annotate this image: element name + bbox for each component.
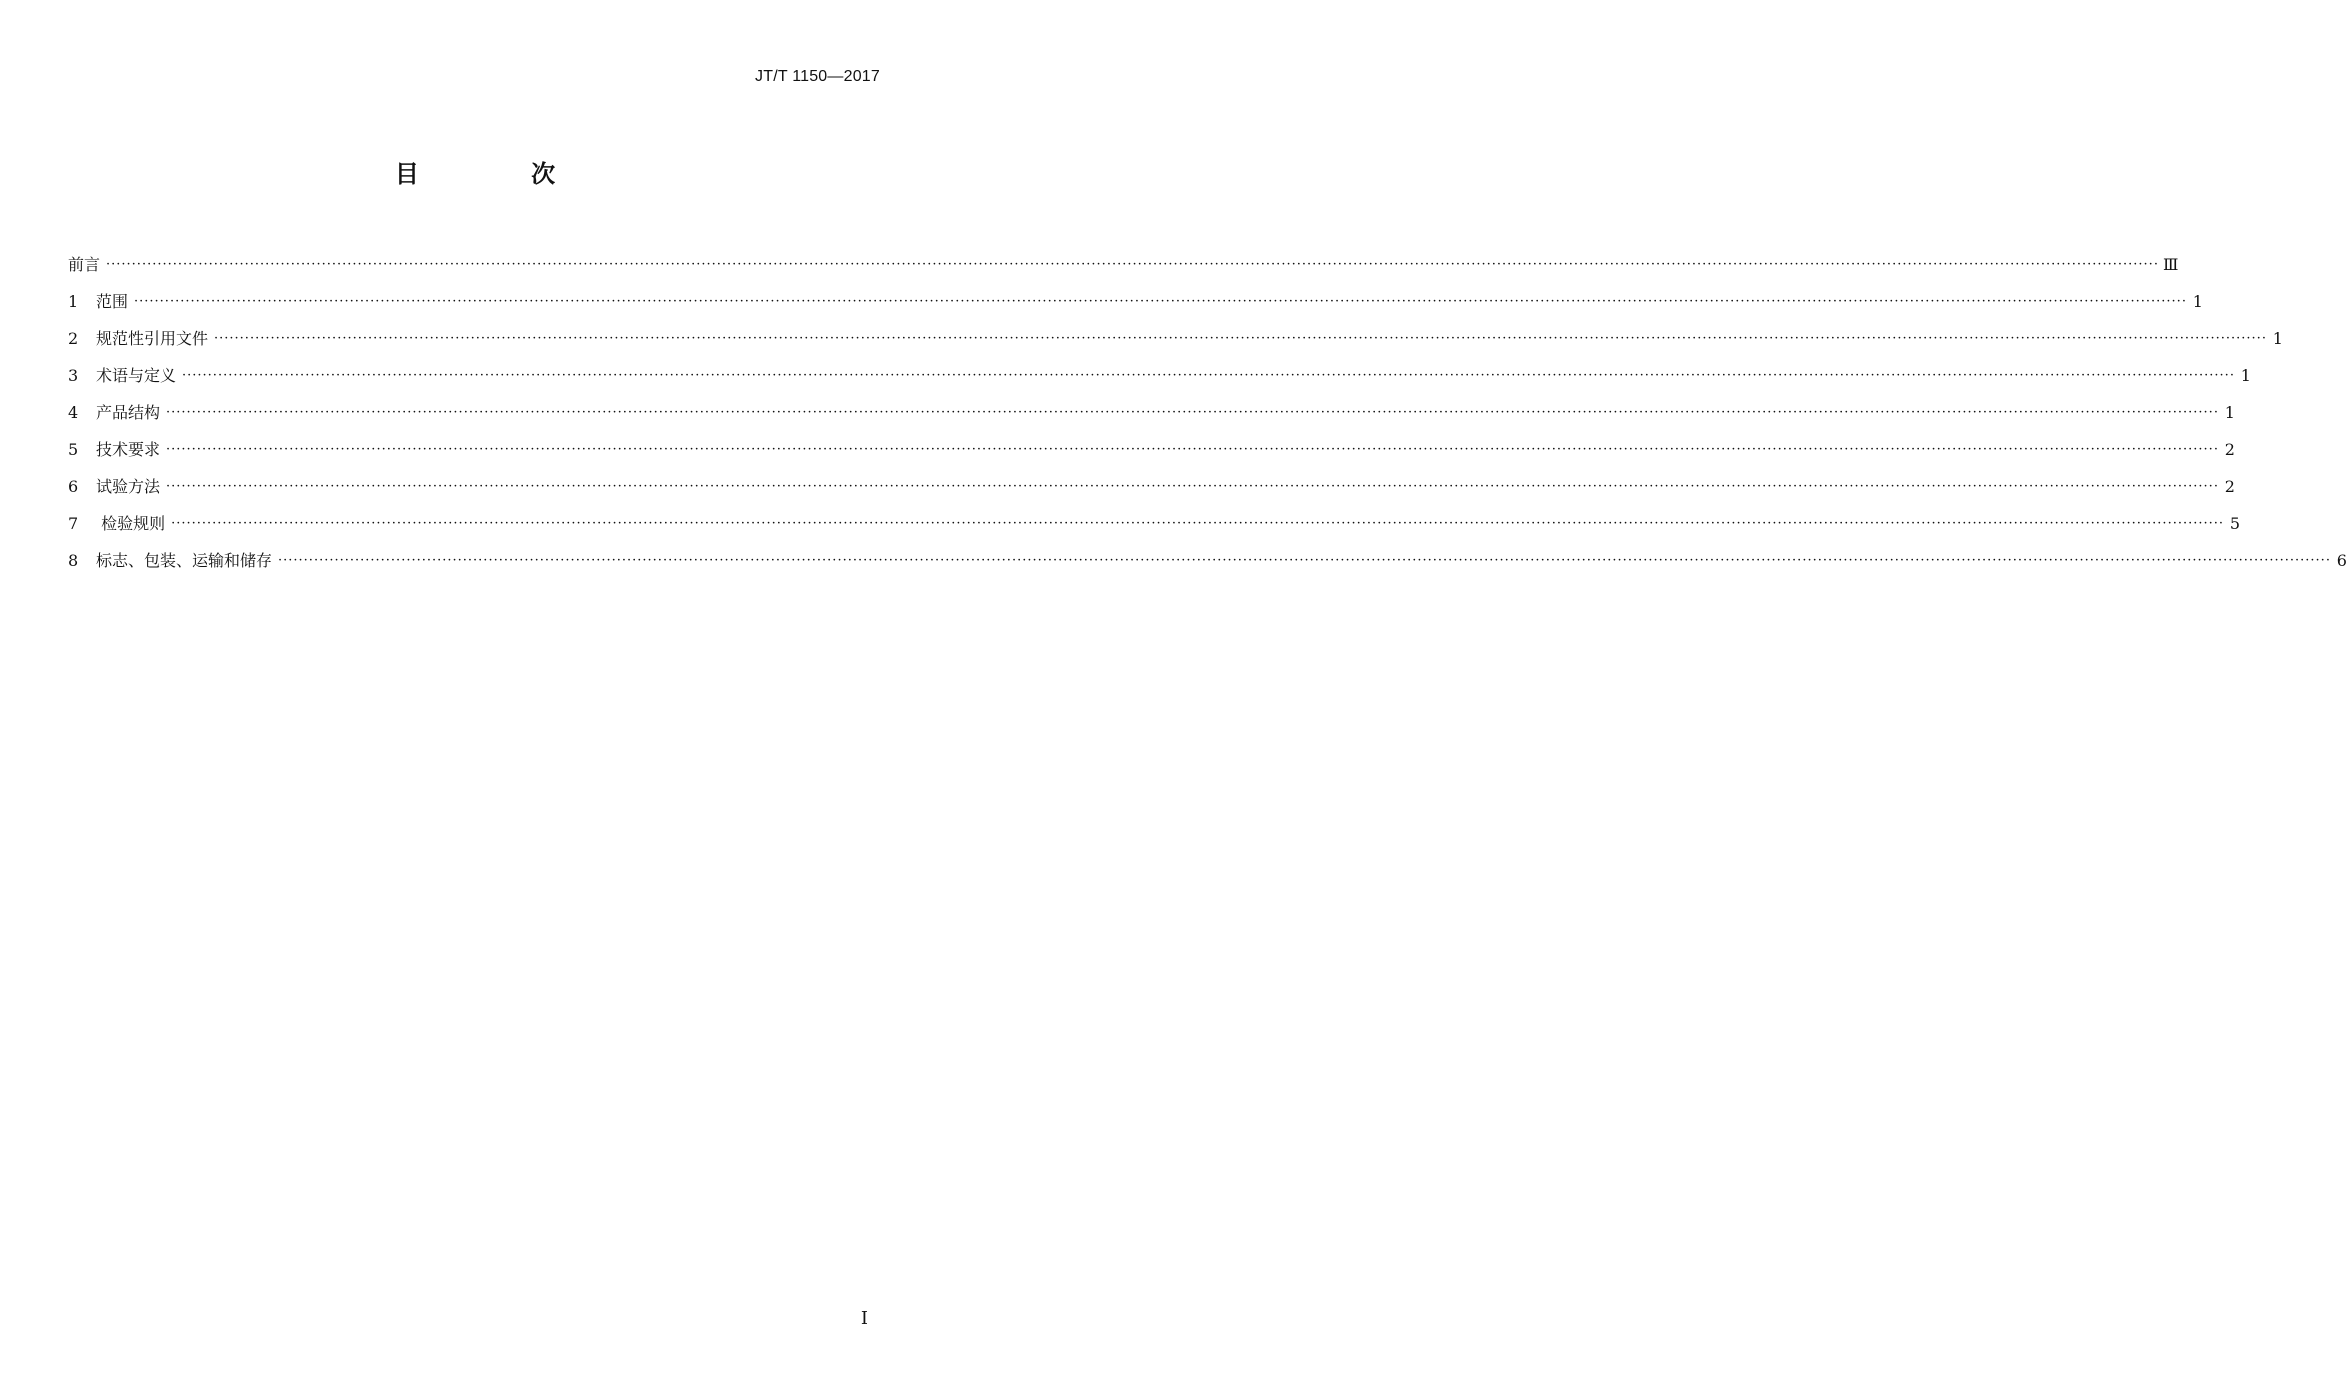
toc-entry-test-methods[interactable] bbox=[68, 461, 2235, 498]
toc-entry-page: Ⅲ bbox=[2162, 255, 2179, 274]
toc-entry-page: 5 bbox=[2229, 514, 2241, 533]
toc-entry-page: 2 bbox=[2224, 477, 2235, 496]
toc-entry-label: 产品结构 bbox=[96, 403, 161, 422]
toc-leader-dots: ················································································································································································································································································································································································································ bbox=[166, 405, 2219, 420]
toc-leader-dots: ················································································································································································································································································································································································································ bbox=[134, 294, 2187, 309]
toc-entry-page: 1 bbox=[2240, 366, 2251, 385]
toc-entry-label: 术语与定义 bbox=[96, 366, 177, 385]
toc-entry-number: 7 bbox=[68, 514, 79, 533]
toc-leader-dots: ················································································································································································································································································································································································································ bbox=[166, 442, 2219, 457]
toc-leader-dots: ················································································································································································································································································································································································································ bbox=[106, 257, 2159, 272]
toc-entry-product-structure[interactable] bbox=[68, 387, 2235, 424]
toc-entry-page: 1 bbox=[2192, 292, 2203, 311]
toc-entry-label: 技术要求 bbox=[96, 440, 161, 459]
toc-entry-page: 2 bbox=[2224, 440, 2235, 459]
toc-entry-label: 前言 bbox=[68, 255, 101, 274]
toc-entry-scope[interactable] bbox=[68, 276, 2203, 313]
toc-leader-dots: ················································································································································································································································································································································································································ bbox=[171, 516, 2225, 531]
toc-entry-page: 6 bbox=[2336, 551, 2347, 570]
toc-entry-inspection-rules[interactable] bbox=[68, 498, 2241, 535]
toc-entry-number: 2 bbox=[68, 329, 79, 348]
toc-entry-label: 试验方法 bbox=[96, 477, 161, 496]
toc-entry-number: 8 bbox=[68, 551, 79, 570]
toc-entry-label: 标志、包装、运输和储存 bbox=[96, 551, 273, 570]
toc-entry-normative-references[interactable] bbox=[68, 313, 2283, 350]
toc-entry-terms-definitions[interactable] bbox=[68, 350, 2251, 387]
toc-entry-number: 5 bbox=[68, 440, 79, 459]
toc-entry-technical-requirements[interactable] bbox=[68, 424, 2235, 461]
toc-entry-label: 范围 bbox=[96, 292, 129, 311]
toc-entry-label: 规范性引用文件 bbox=[96, 329, 209, 348]
table-of-contents bbox=[68, 239, 2347, 572]
toc-entry-number: 3 bbox=[68, 366, 79, 385]
toc-entry-page: 1 bbox=[2224, 403, 2235, 422]
toc-leader-dots: ················································································································································································································································································································································································································ bbox=[214, 331, 2267, 346]
toc-leader-dots: ················································································································································································································································································································································································································ bbox=[278, 553, 2331, 568]
toc-entry-number: 6 bbox=[68, 477, 79, 496]
toc-entry-number: 4 bbox=[68, 403, 79, 422]
toc-entry-label: 检验规则 bbox=[96, 514, 166, 533]
toc-entry-number: 1 bbox=[68, 292, 79, 311]
standard-code: JT/T 1150—2017 bbox=[755, 68, 880, 85]
page-title: 目 次 bbox=[394, 160, 608, 188]
toc-entry-page: 1 bbox=[2272, 329, 2283, 348]
page-number: I bbox=[860, 1308, 868, 1329]
toc-leader-dots: ················································································································································································································································································································································································································ bbox=[182, 368, 2235, 383]
toc-leader-dots: ················································································································································································································································································································································································································ bbox=[166, 479, 2219, 494]
toc-entry-foreword[interactable] bbox=[68, 239, 2179, 276]
toc-entry-marking-packaging[interactable] bbox=[68, 535, 2347, 572]
